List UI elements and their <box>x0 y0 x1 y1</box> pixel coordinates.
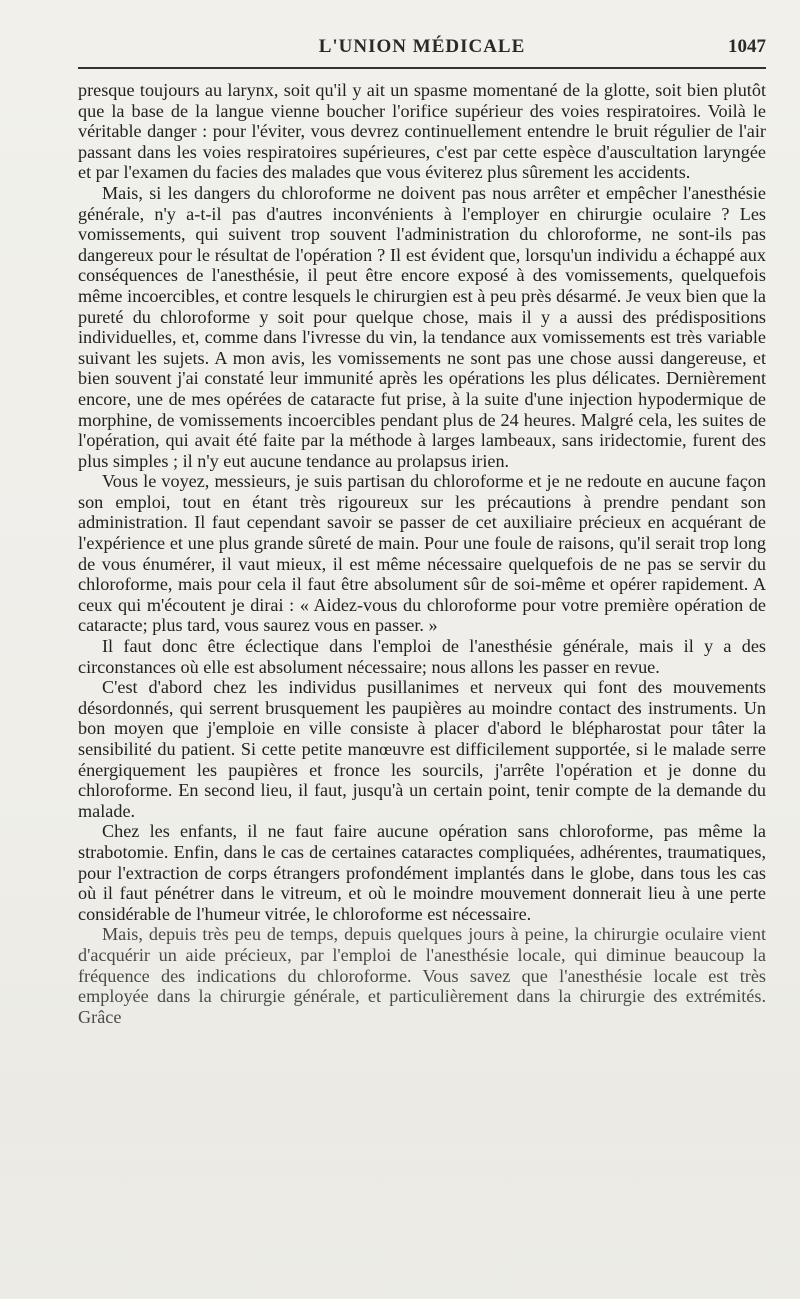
page-header <box>78 34 766 64</box>
paragraph: Mais, si les dangers du chloroforme ne doivent pas nous arrêter et empêcher l'anesthésie générale, n'y a-t-il pas d'autres inconvénients à l'employer en chirurgie oculaire ? Les vomissements, qui suivent trop souvent l'administration du chloroforme, ne sont-ils pas dangereux pour le résultat de l'opération ? Il est évident que, lorsqu'un individu a échappé aux conséquences de l'anesthésie, il peut être encore exposé à des vomissements, quelquefois même incoercibles, et contre lesquels le chirurgien est à peu près désarmé. Je veux bien que la pureté du chloroforme y soit pour quelque chose, mais il y a aussi des prédispositions individuelles, et, comme dans l'ivresse du vin, la tendance aux vomissements est très variable suivant les sujets. A mon avis, les vomissements ne sont pas une chose aussi dangereuse, et bien souvent j'ai constaté leur immunité après les opérations les plus délicates. Dernièrement encore, une de mes opérées de cataracte fut prise, à la suite d'une injection hypodermique de morphine, de vomissements incoercibles pendant plus de 24 heures. Malgré cela, les suites de l'opération, qui avait été faite par la méthode à larges lambeaux, sans iridectomie, furent des plus simples ; il n'y eut aucune tendance au prolapsus irien. <box>78 182 766 471</box>
paragraph: Vous le voyez, messieurs, je suis partisan du chloroforme et je ne redoute en aucune façon son emploi, tout en étant très rigoureux sur les précautions à prendre pendant son administration. Il faut cependant savoir se passer de cet auxiliaire précieux en acquérant de l'expérience et une plus grande sûreté de main. Pour une foule de raisons, qu'il serait trop long de vous énumérer, il vaut mieux, il est même nécessaire quelquefois de ne pas se servir du chloroforme, mais pour cela il faut être absolument sûr de soi-même et opérer rapidement. A ceux qui m'écoutent je dirai : « Aidez-vous du chloroforme pour votre première opération de cataracte; plus tard, vous saurez vous en passer. » <box>78 471 766 636</box>
header-rule <box>78 67 766 69</box>
paragraph: C'est d'abord chez les individus pusillanimes et nerveux qui font des mouvements désordonnés, qui serrent brusquement les paupières au moindre contact des instruments. Un bon moyen que j'emploie en ville consiste à placer d'abord le blépharostat pour tâter la sensibilité du patient. Si cette petite manœuvre est difficilement supportée, si le malade serre énergiquement les paupières et fronce les sourcils, j'arrête l'opération et je donne du chloroforme. En second lieu, il faut, jusqu'à un certain point, tenir compte de la demande du malade. <box>78 677 766 821</box>
paragraph: Chez les enfants, il ne faut faire aucune opération sans chloroforme, pas même la strabotomie. Enfin, dans le cas de certaines cataractes compliquées, adhérentes, traumatiques, pour l'extraction de corps étrangers profondément implantés dans le globe, dans tous les cas où il faut pénétrer dans le vitreum, et où le moindre mouvement donnerait lieu à une perte considérable de l'humeur vitrée, le chloroforme est nécessaire. <box>78 821 766 924</box>
body-text <box>78 80 766 1027</box>
print-fade <box>0 1089 800 1299</box>
paragraph: Mais, depuis très peu de temps, depuis quelques jours à peine, la chirurgie oculaire vient d'acquérir un aide précieux, par l'emploi de l'anesthésie locale, qui diminue beaucoup la fréquence des indications du chloroforme. Vous savez que l'anesthésie locale est très employée dans la chirurgie générale, et particulièrement dans la chirurgie des extrémités. Grâce <box>78 924 766 1027</box>
paragraph: presque toujours au larynx, soit qu'il y ait un spasme momentané de la glotte, soit bien plutôt que la base de la langue vienne boucher l'orifice supérieur des voies respiratoires. Voilà le véritable danger : pour l'éviter, vous devrez continuellement entendre le bruit régulier de l'air passant dans les voies respiratoires supérieures, c'est par cette espèce d'auscultation laryngée et par l'examen du facies des malades que vous éviterez plus sûrement les accidents. <box>78 80 766 183</box>
page-number: 1047 <box>728 36 766 57</box>
running-title: L'UNION MÉDICALE <box>318 36 526 57</box>
paragraph: Il faut donc être éclectique dans l'emploi de l'anesthésie générale, mais il y a des circonstances où elle est absolument nécessaire; nous allons les passer en revue. <box>78 636 766 677</box>
